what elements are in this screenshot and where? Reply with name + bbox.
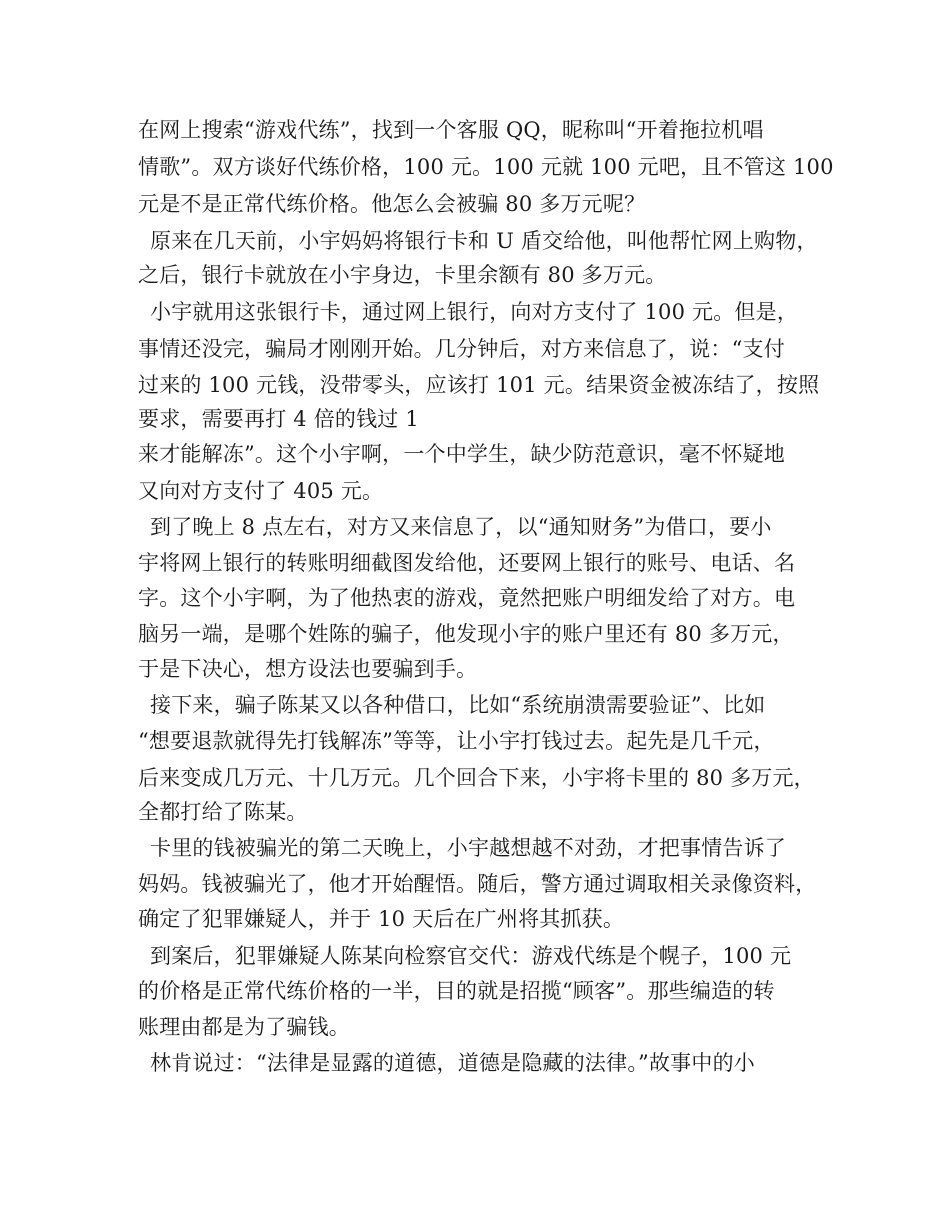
text-line: 字。这个小宇啊，为了他热衷的游戏，竟然把账户明细发给了对方。电	[138, 586, 796, 610]
text-line: 于是下决心，想方设法也要骗到手。	[138, 657, 478, 681]
text-line: 来才能解冻”。这个小宇啊，一个中学生，缺少防范意识，毫不怀疑地	[138, 442, 785, 466]
text-line: 林肯说过：“法律是显露的道德，道德是隐藏的法律。”故事中的小	[150, 1051, 755, 1075]
text-line: 账理由都是为了骗钱。	[138, 1015, 350, 1039]
text-line: 之后，银行卡就放在小宇身边，卡里余额有 80 多万元。	[138, 263, 667, 287]
text-line: 在网上搜索“游戏代练”，找到一个客服 QQ，昵称叫“开着拖拉机唱	[138, 118, 764, 142]
text-line: 小宇就用这张银行卡，通过网上银行，向对方支付了 100 元。但是，	[150, 300, 799, 324]
text-line: 到了晚上 8 点左右，对方又来信息了，以“通知财务”为借口，要小	[150, 515, 772, 539]
text-line: 过来的 100 元钱，没带零头，应该打 101 元。结果资金被冻结了，按照	[138, 373, 820, 397]
text-line: 事情还没完，骗局才刚刚开始。几分钟后，对方来信息了，说：“支付	[138, 337, 785, 361]
text-line: 确定了犯罪嫌疑人，并于 10 天后在广州将其抓获。	[138, 907, 625, 931]
text-line: 的价格是正常代练价格的一半，目的就是招揽“顾客”。那些编造的转	[138, 979, 775, 1003]
text-line: 元是不是正常代练价格。他怎么会被骗 80 多万元呢？	[138, 192, 646, 216]
text-line: 接下来，骗子陈某又以各种借口，比如“系统崩溃需要验证”、比如	[150, 693, 766, 717]
text-line: “想要退款就得先打钱解冻”等等，让小宇打钱过去。起先是几千元，	[138, 729, 775, 753]
text-line: 情歌”。双方谈好代练价格，100 元。100 元就 100 元吧，且不管这 100	[138, 155, 834, 179]
text-line: 妈妈。钱被骗光了，他才开始醒悟。随后，警方通过调取相关录像资料，	[138, 872, 817, 896]
text-line: 后来变成几万元、十几万元。几个回合下来，小宇将卡里的 80 多万元，	[138, 766, 815, 790]
text-line: 到案后，犯罪嫌疑人陈某向检察官交代：游戏代练是个幌子，100 元	[150, 944, 792, 968]
text-line: 要求，需要再打 4 倍的钱过 1	[138, 407, 419, 431]
text-line: 宇将网上银行的转账明细截图发给他，还要网上银行的账号、电话、名	[138, 551, 796, 575]
text-line: 原来在几天前，小宇妈妈将银行卡和 U 盾交给他，叫他帮忙网上购物，	[150, 229, 818, 253]
text-line: 卡里的钱被骗光的第二天晚上，小宇越想越不对劲，才把事情告诉了	[150, 836, 786, 860]
text-line: 脑另一端，是哪个姓陈的骗子，他发现小宇的账户里还有 80 多万元，	[138, 622, 794, 646]
text-line: 又向对方支付了 405 元。	[138, 479, 384, 503]
text-line: 全都打给了陈某。	[138, 800, 308, 824]
